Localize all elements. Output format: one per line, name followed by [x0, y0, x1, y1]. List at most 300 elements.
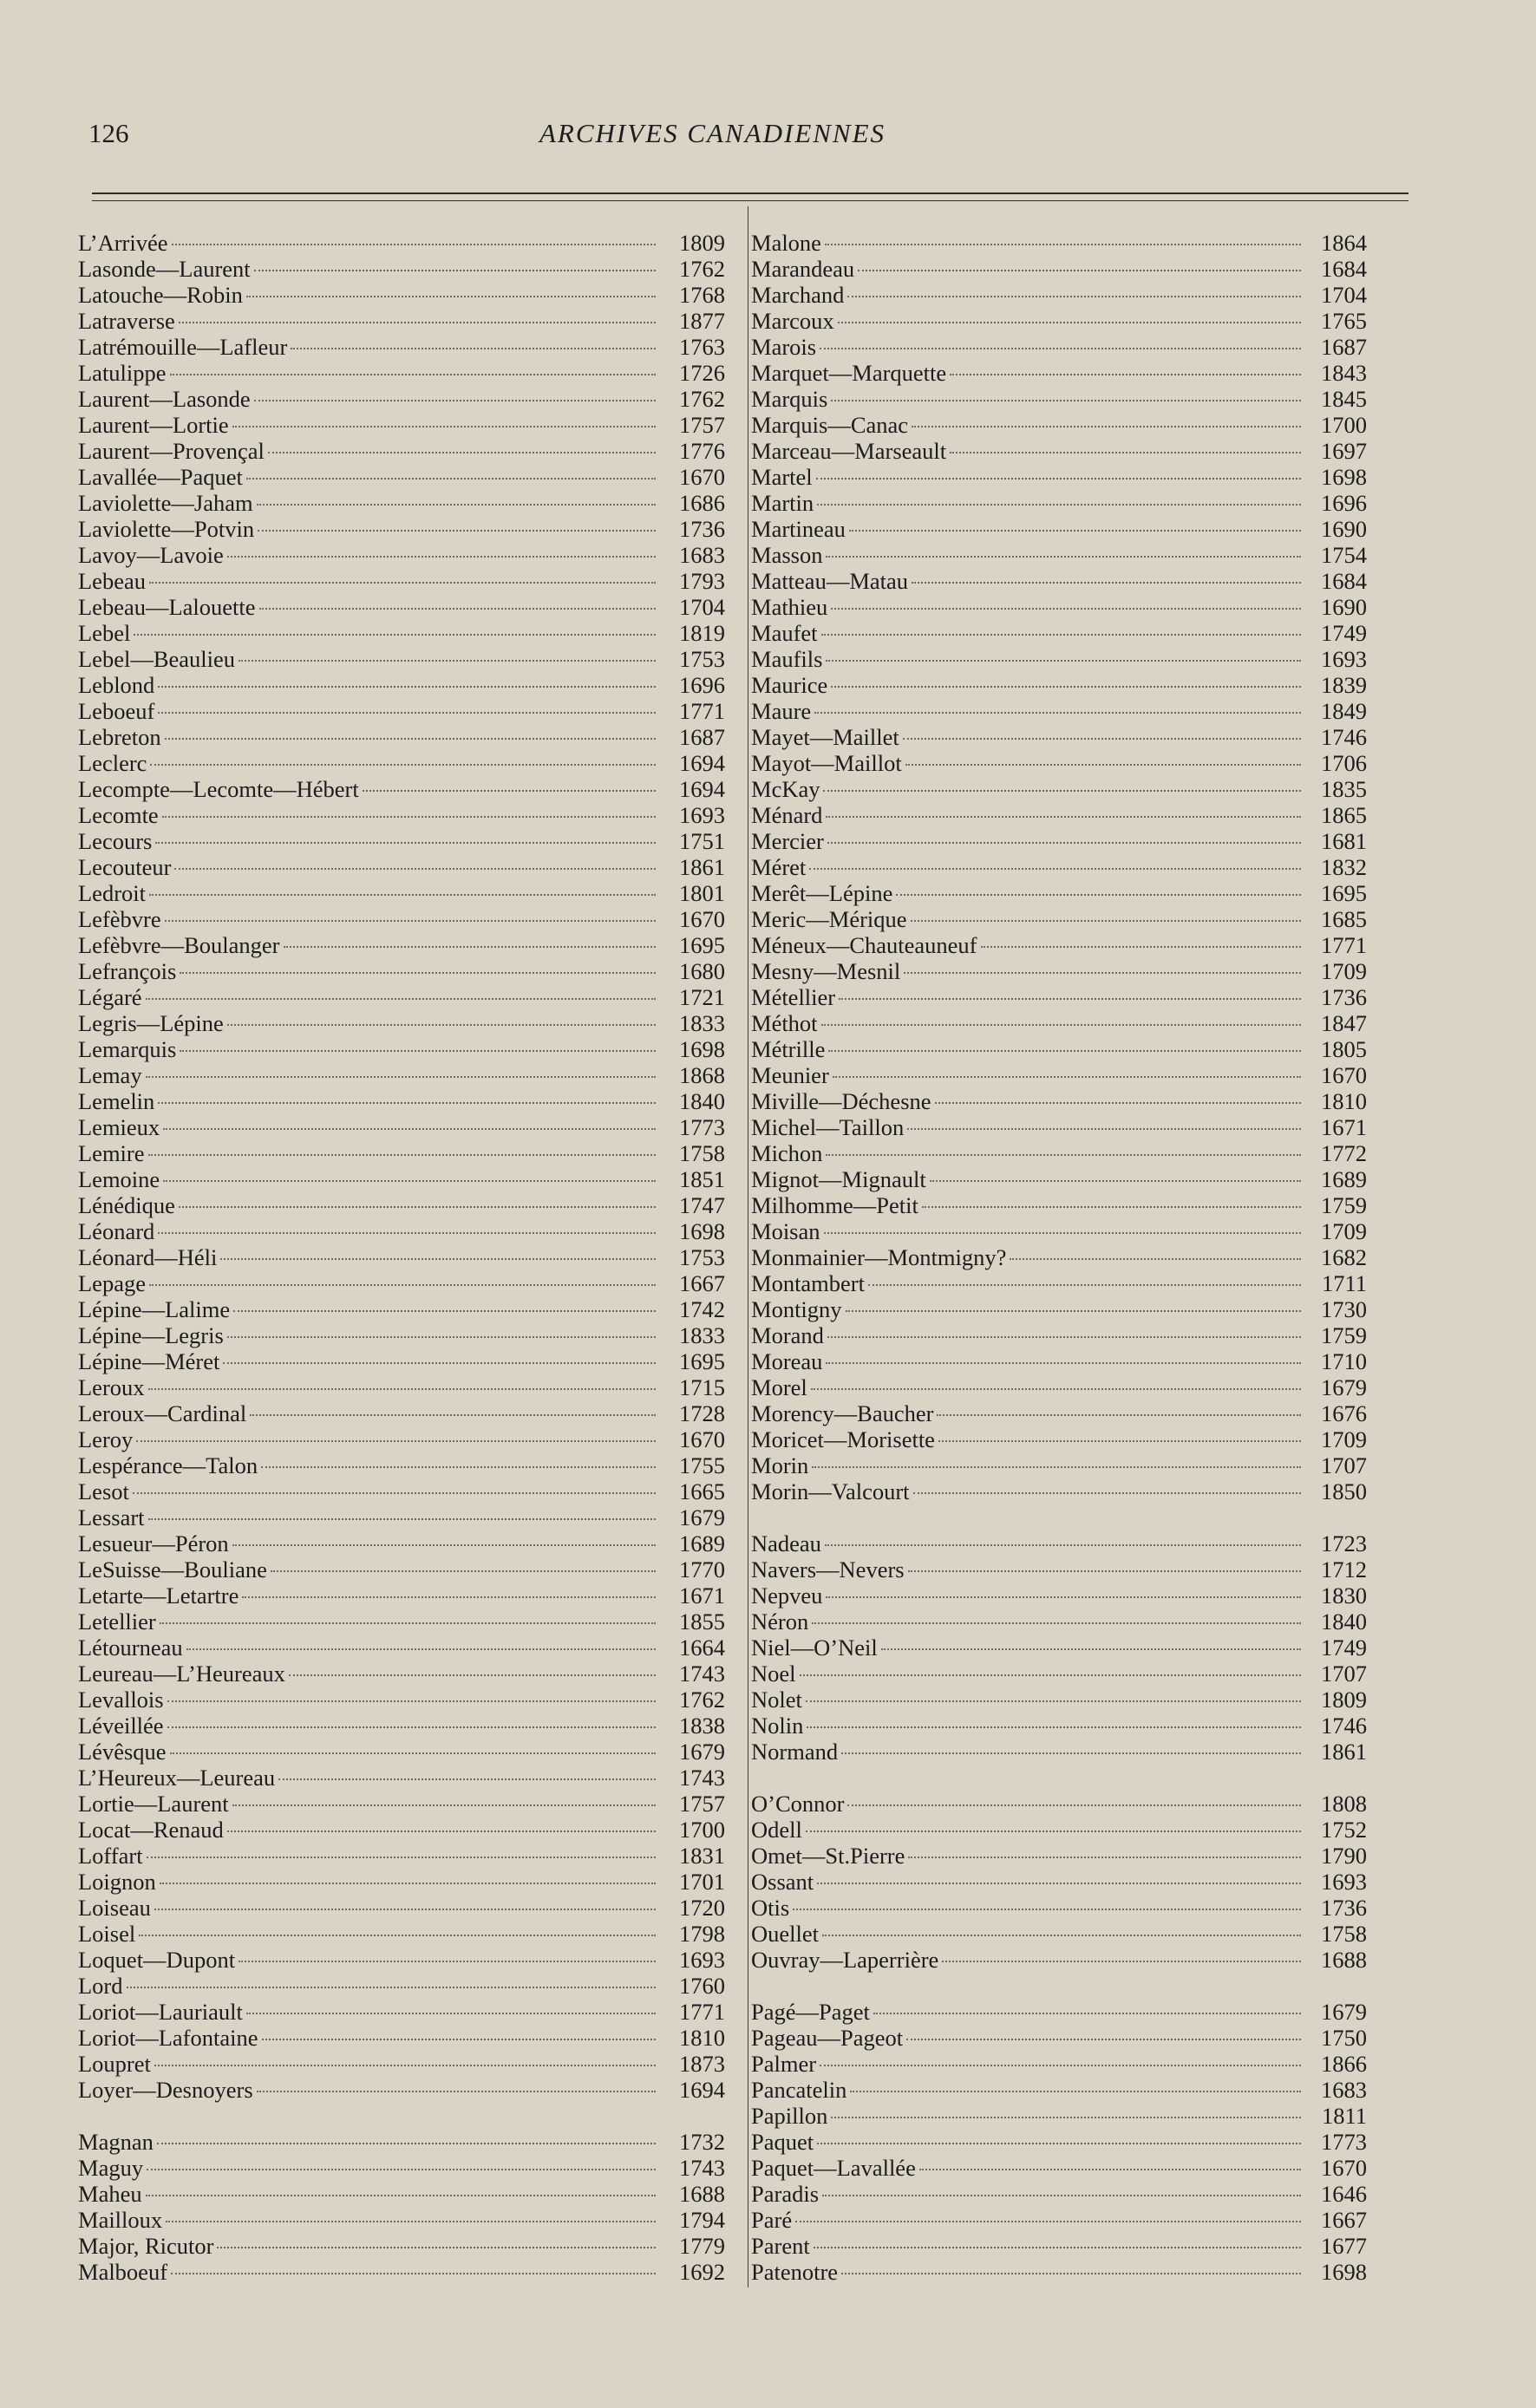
- dot-leader: [170, 1752, 656, 1754]
- entry-year: 1847: [1321, 1010, 1367, 1036]
- entry-name: Leroy: [78, 1426, 134, 1452]
- entry-name: Loisel: [78, 1921, 136, 1947]
- entry-name: Leboeuf: [78, 698, 155, 724]
- dot-leader: [841, 2272, 1301, 2274]
- index-entry: [751, 594, 1367, 620]
- index-entry: [78, 1270, 725, 1296]
- header-rule-thin: [92, 200, 1409, 201]
- entry-year: 1840: [1321, 1609, 1367, 1635]
- dot-leader: [139, 1934, 656, 1936]
- entry-year: 1771: [679, 1999, 725, 2025]
- entry-year: 1707: [1321, 1661, 1367, 1687]
- dot-leader: [154, 1908, 656, 1910]
- index-entry: [78, 2129, 725, 2155]
- dot-leader: [816, 477, 1301, 480]
- dot-leader: [826, 1596, 1301, 1598]
- entry-year: 1700: [679, 1817, 725, 1843]
- entry-name: Lecomte: [78, 802, 159, 828]
- entry-year: 1695: [679, 932, 725, 958]
- entry-name: Levallois: [78, 1687, 164, 1713]
- left-column: [78, 230, 725, 2285]
- dot-leader: [246, 295, 656, 297]
- index-entry: [751, 1192, 1367, 1218]
- index-entry: [751, 568, 1367, 594]
- dot-leader: [158, 1101, 656, 1104]
- entry-year: 1670: [679, 906, 725, 932]
- entry-year: 1746: [1321, 1713, 1367, 1739]
- entry-name: Maufet: [751, 620, 818, 646]
- index-entry: [751, 1166, 1367, 1192]
- entry-name: Patenotre: [751, 2259, 839, 2285]
- dot-leader: [154, 2064, 656, 2066]
- entry-name: Lord: [78, 1973, 123, 1999]
- entry-year: 1706: [1321, 750, 1367, 776]
- entry-name: O’Connor: [751, 1791, 845, 1817]
- dot-leader: [146, 2194, 656, 2196]
- entry-name: Palmer: [751, 2051, 817, 2077]
- entry-year: 1819: [679, 620, 725, 646]
- entry-name: Lesot: [78, 1478, 129, 1504]
- entry-year: 1693: [1321, 646, 1367, 672]
- entry-name: Marcoux: [751, 308, 834, 334]
- index-entry: [78, 828, 725, 854]
- entry-year: 1696: [679, 672, 725, 698]
- entry-name: Monmainier—Montmigny?: [751, 1244, 1007, 1270]
- entry-year: 1762: [679, 1687, 725, 1713]
- dot-leader: [806, 1830, 1301, 1832]
- index-entry: [78, 1504, 725, 1530]
- entry-name: L’Arrivée: [78, 230, 168, 256]
- dot-leader: [930, 1179, 1301, 1182]
- dot-leader: [824, 1231, 1302, 1234]
- index-entry: [78, 1635, 725, 1661]
- dot-leader: [242, 1596, 656, 1598]
- entry-year: 1690: [1321, 516, 1367, 542]
- entry-name: Mayet—Maillet: [751, 724, 899, 750]
- entry-name: Moisan: [751, 1218, 820, 1244]
- entry-name: Lebeau: [78, 568, 146, 594]
- entry-year: 1746: [1321, 724, 1367, 750]
- index-entry: [751, 2051, 1367, 2077]
- dot-leader: [148, 1387, 656, 1390]
- entry-year: 1665: [679, 1478, 725, 1504]
- entry-name: Latouche—Robin: [78, 282, 243, 308]
- entry-name: Loquet—Dupont: [78, 1947, 236, 1973]
- dot-leader: [825, 243, 1301, 245]
- entry-year: 1684: [1321, 568, 1367, 594]
- dot-leader: [873, 2012, 1301, 2014]
- index-entry: [78, 750, 725, 776]
- dot-leader: [239, 1960, 656, 1962]
- index-entry: [78, 1582, 725, 1609]
- entry-year: 1750: [1321, 2025, 1367, 2051]
- entry-year: 1736: [1321, 1895, 1367, 1921]
- dot-leader: [826, 1153, 1301, 1156]
- page-number: 126: [88, 118, 129, 148]
- entry-name: Marois: [751, 334, 817, 360]
- dot-leader: [146, 1075, 656, 1078]
- entry-name: Lemire: [78, 1140, 145, 1166]
- entry-year: 1753: [679, 646, 725, 672]
- index-entry: [751, 698, 1367, 724]
- dot-leader: [935, 1101, 1301, 1104]
- dot-leader: [172, 243, 656, 245]
- entry-name: Lecours: [78, 828, 153, 854]
- dot-leader: [150, 763, 656, 766]
- dot-leader: [227, 555, 656, 558]
- dot-leader: [847, 295, 1301, 297]
- dot-leader: [165, 737, 656, 740]
- index-entry: [751, 984, 1367, 1010]
- dot-leader: [814, 711, 1301, 714]
- dot-leader: [179, 321, 656, 323]
- dot-leader: [160, 1622, 656, 1624]
- entry-year: 1773: [1321, 2129, 1367, 2155]
- index-entry: [78, 308, 725, 334]
- entry-name: Leroux—Cardinal: [78, 1400, 247, 1426]
- entry-year: 1810: [1321, 1088, 1367, 1114]
- dot-leader: [814, 2246, 1301, 2248]
- dot-leader: [227, 1830, 656, 1832]
- entry-year: 1772: [1321, 1140, 1367, 1166]
- dot-leader: [259, 607, 656, 610]
- dot-leader: [868, 1283, 1301, 1286]
- dot-leader: [809, 867, 1301, 870]
- entry-year: 1646: [1321, 2181, 1367, 2207]
- index-entry: [751, 412, 1367, 438]
- entry-name: Loriot—Lafontaine: [78, 2025, 258, 2051]
- index-entry: [78, 412, 725, 438]
- entry-year: 1753: [679, 1244, 725, 1270]
- dot-leader: [233, 1309, 656, 1312]
- entry-name: Miville—Déchesne: [751, 1088, 931, 1114]
- dot-leader: [257, 503, 656, 506]
- dot-leader: [284, 945, 656, 948]
- dot-leader: [839, 997, 1301, 1000]
- entry-year: 1851: [679, 1166, 725, 1192]
- index-entry: [78, 2207, 725, 2233]
- index-entry: [78, 1609, 725, 1635]
- entry-name: Marchand: [751, 282, 845, 308]
- entry-name: Matteau—Matau: [751, 568, 909, 594]
- index-entry: [751, 386, 1367, 412]
- entry-name: Otis: [751, 1895, 790, 1921]
- entry-year: 1839: [1321, 672, 1367, 698]
- index-entry: [751, 2233, 1367, 2259]
- entry-name: Marquet—Marquette: [751, 360, 947, 386]
- entry-name: Marquis: [751, 386, 828, 412]
- entry-name: Loriot—Lauriault: [78, 1999, 243, 2025]
- entry-name: Méthot: [751, 1010, 818, 1036]
- entry-year: 1709: [1321, 958, 1367, 984]
- entry-year: 1736: [1321, 984, 1367, 1010]
- entry-year: 1835: [1321, 776, 1367, 802]
- right-column: [751, 230, 1367, 2285]
- dot-leader: [271, 1569, 656, 1572]
- entry-year: 1843: [1321, 360, 1367, 386]
- entry-name: Moreau: [751, 1348, 823, 1374]
- entry-year: 1763: [679, 334, 725, 360]
- entry-year: 1765: [1321, 308, 1367, 334]
- dot-leader: [167, 1700, 656, 1702]
- entry-name: Montambert: [751, 1270, 865, 1296]
- entry-year: 1689: [1321, 1166, 1367, 1192]
- entry-year: 1771: [1321, 932, 1367, 958]
- index-entry: [751, 2077, 1367, 2103]
- entry-name: Nepveu: [751, 1582, 823, 1609]
- dot-leader: [858, 269, 1301, 271]
- dot-leader: [911, 919, 1301, 922]
- dot-leader: [179, 1205, 656, 1208]
- index-entry: [78, 2181, 725, 2207]
- index-entry: [78, 360, 725, 386]
- index-entry: [78, 2155, 725, 2181]
- dot-leader: [171, 2272, 656, 2274]
- entry-name: Paquet—Lavallée: [751, 2155, 916, 2181]
- entry-year: 1743: [679, 1765, 725, 1791]
- entry-name: Maguy: [78, 2155, 144, 2181]
- entry-year: 1747: [679, 1192, 725, 1218]
- index-entry: [78, 1687, 725, 1713]
- index-entry: [751, 1348, 1367, 1374]
- index-entry: [751, 2155, 1367, 2181]
- index-entry: [78, 438, 725, 464]
- entry-year: 1809: [1321, 1687, 1367, 1713]
- entry-name: Lévêsque: [78, 1739, 167, 1765]
- entry-year: 1808: [1321, 1791, 1367, 1817]
- index-entry: [78, 724, 725, 750]
- entry-year: 1679: [679, 1504, 725, 1530]
- dot-leader: [289, 1674, 656, 1676]
- entry-year: 1693: [679, 1947, 725, 1973]
- index-entry: [751, 1010, 1367, 1036]
- entry-name: Odell: [751, 1817, 802, 1843]
- index-entry: [751, 1635, 1367, 1661]
- index-entry: [78, 1843, 725, 1869]
- entry-name: Laviolette—Jaham: [78, 490, 253, 516]
- index-entry: [78, 1661, 725, 1687]
- entry-year: 1730: [1321, 1296, 1367, 1322]
- entry-name: Lemieux: [78, 1114, 160, 1140]
- entry-name: Loignon: [78, 1869, 156, 1895]
- dot-leader: [912, 425, 1301, 427]
- entry-year: 1698: [1321, 2259, 1367, 2285]
- dot-leader: [826, 555, 1301, 558]
- dot-leader: [903, 737, 1301, 740]
- index-entry: [78, 802, 725, 828]
- entry-year: 1759: [1321, 1192, 1367, 1218]
- dot-leader: [246, 2012, 656, 2014]
- entry-year: 1776: [679, 438, 725, 464]
- index-entry: [78, 646, 725, 672]
- index-entry: [751, 828, 1367, 854]
- entry-year: 1695: [679, 1348, 725, 1374]
- entry-year: 1698: [679, 1218, 725, 1244]
- entry-year: 1679: [1321, 1374, 1367, 1400]
- entry-name: Maheu: [78, 2181, 142, 2207]
- dot-leader: [363, 789, 656, 792]
- dot-leader: [919, 2168, 1301, 2170]
- index-entry: [78, 1166, 725, 1192]
- index-entry: [751, 308, 1367, 334]
- index-entry: [751, 1713, 1367, 1739]
- entry-year: 1758: [1321, 1921, 1367, 1947]
- entry-year: 1762: [679, 386, 725, 412]
- dot-leader: [881, 1648, 1301, 1650]
- index-entry: [78, 1739, 725, 1765]
- entry-name: Merêt—Lépine: [751, 880, 893, 906]
- index-entry: [751, 1609, 1367, 1635]
- entry-year: 1698: [1321, 464, 1367, 490]
- index-entry: [78, 1426, 725, 1452]
- entry-name: Lecouteur: [78, 854, 172, 880]
- index-entry: [78, 1713, 725, 1739]
- index-entry: [78, 282, 725, 308]
- index-entry: [78, 932, 725, 958]
- dot-leader: [825, 1543, 1301, 1546]
- index-entry: [751, 1817, 1367, 1843]
- index-entry: [78, 1348, 725, 1374]
- dot-leader: [246, 477, 656, 480]
- entry-name: Lepage: [78, 1270, 146, 1296]
- dot-leader: [217, 2246, 656, 2248]
- entry-year: 1751: [679, 828, 725, 854]
- entry-name: Lavoy—Lavoie: [78, 542, 224, 568]
- entry-name: Maurice: [751, 672, 828, 698]
- dot-leader: [258, 529, 656, 532]
- dot-leader: [148, 1153, 656, 1156]
- index-entry: [78, 2025, 725, 2051]
- dot-leader: [817, 2142, 1301, 2144]
- index-entry: [751, 1426, 1367, 1452]
- entry-name: Légaré: [78, 984, 142, 1010]
- dot-leader: [812, 1465, 1301, 1468]
- dot-leader: [826, 1361, 1301, 1364]
- entry-year: 1695: [1321, 880, 1367, 906]
- entry-name: Leureau—L’Heureaux: [78, 1661, 285, 1687]
- entry-year: 1726: [679, 360, 725, 386]
- entry-year: 1712: [1321, 1556, 1367, 1582]
- index-entry: [751, 1270, 1367, 1296]
- entry-name: Meric—Mérique: [751, 906, 907, 932]
- running-title: ARCHIVES CANADIENNES: [539, 118, 886, 148]
- entry-name: Lebreton: [78, 724, 161, 750]
- index-entry: [78, 568, 725, 594]
- dot-leader: [950, 451, 1301, 454]
- index-entry: [78, 1244, 725, 1270]
- entry-year: 1759: [1321, 1322, 1367, 1348]
- entry-name: Masson: [751, 542, 823, 568]
- entry-name: Omet—St.Pierre: [751, 1843, 905, 1869]
- index-entry: [78, 1322, 725, 1348]
- entry-year: 1715: [679, 1374, 725, 1400]
- entry-year: 1762: [679, 256, 725, 282]
- index-entry: [78, 1973, 725, 1999]
- dot-leader: [812, 1622, 1301, 1624]
- entry-year: 1758: [679, 1140, 725, 1166]
- index-entry: [78, 1140, 725, 1166]
- entry-name: Mayot—Maillot: [751, 750, 902, 776]
- entry-name: Major, Ricutor: [78, 2233, 214, 2259]
- dot-leader: [232, 425, 656, 427]
- dot-leader: [821, 633, 1301, 636]
- entry-year: 1757: [679, 1791, 725, 1817]
- entry-year: 1757: [679, 412, 725, 438]
- index-entry: [751, 1452, 1367, 1478]
- entry-name: Méneux—Chauteauneuf: [751, 932, 977, 958]
- entry-year: 1681: [1321, 828, 1367, 854]
- entry-name: Lépine—Méret: [78, 1348, 220, 1374]
- dot-leader: [254, 399, 656, 401]
- index-entry: [751, 1400, 1367, 1426]
- dot-leader: [838, 321, 1301, 323]
- entry-year: 1849: [1321, 698, 1367, 724]
- index-entry: [751, 1869, 1367, 1895]
- dot-leader: [826, 659, 1301, 662]
- entry-year: 1689: [679, 1530, 725, 1556]
- index-entry: [751, 1296, 1367, 1322]
- index-entry: [78, 1400, 725, 1426]
- entry-year: 1707: [1321, 1452, 1367, 1478]
- index-entry: [751, 724, 1367, 750]
- entry-year: 1736: [679, 516, 725, 542]
- index-entry: [751, 1556, 1367, 1582]
- entry-name: Morand: [751, 1322, 824, 1348]
- dot-leader: [841, 1752, 1301, 1754]
- entry-year: 1833: [679, 1322, 725, 1348]
- entry-name: Ménard: [751, 802, 823, 828]
- dot-leader: [163, 1179, 656, 1182]
- entry-year: 1742: [679, 1296, 725, 1322]
- dot-leader: [795, 2220, 1301, 2222]
- dot-leader: [186, 1648, 656, 1650]
- entry-name: Ouellet: [751, 1921, 819, 1947]
- dot-leader: [922, 1205, 1301, 1208]
- dot-leader: [291, 347, 656, 349]
- index-entry: [751, 1999, 1367, 2025]
- entry-name: Latulippe: [78, 360, 167, 386]
- entry-year: 1831: [679, 1843, 725, 1869]
- entry-name: Lépine—Legris: [78, 1322, 224, 1348]
- entry-name: Néron: [751, 1609, 809, 1635]
- entry-name: Milhomme—Petit: [751, 1192, 918, 1218]
- index-entry: [751, 1374, 1367, 1400]
- index-entry: [751, 854, 1367, 880]
- entry-year: 1877: [679, 308, 725, 334]
- entry-year: 1710: [1321, 1348, 1367, 1374]
- index-entry: [78, 542, 725, 568]
- entry-name: Lefèbvre: [78, 906, 161, 932]
- entry-name: Marandeau: [751, 256, 855, 282]
- entry-name: Lavallée—Paquet: [78, 464, 243, 490]
- dot-leader: [827, 1335, 1301, 1338]
- entry-name: Montigny: [751, 1296, 842, 1322]
- dot-leader: [166, 2220, 656, 2222]
- entry-year: 1866: [1321, 2051, 1367, 2077]
- index-entry: [751, 1921, 1367, 1947]
- index-entry: [78, 1218, 725, 1244]
- entry-name: Morin: [751, 1452, 809, 1478]
- entry-name: Maufils: [751, 646, 823, 672]
- dot-leader: [155, 841, 656, 844]
- index-entry: [751, 1843, 1367, 1869]
- dot-leader: [227, 1335, 656, 1338]
- dot-leader: [833, 1075, 1301, 1078]
- entry-name: Normand: [751, 1739, 839, 1765]
- entry-name: Ossant: [751, 1869, 814, 1895]
- dot-leader: [847, 1804, 1301, 1806]
- entry-year: 1679: [679, 1739, 725, 1765]
